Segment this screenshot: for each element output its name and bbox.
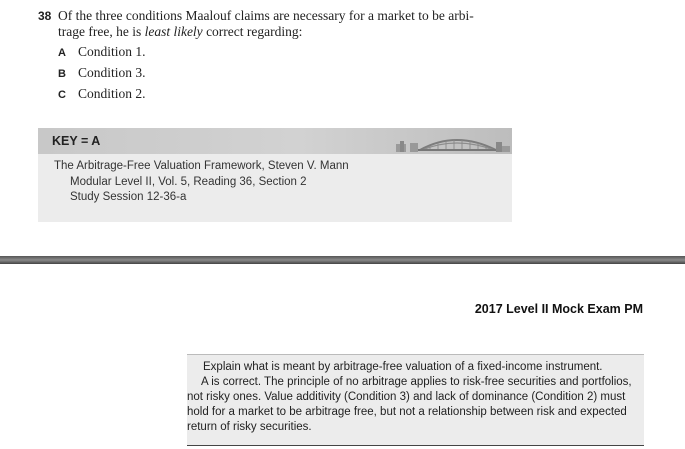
question-emphasis: least likely	[144, 24, 203, 39]
option-letter: C	[58, 89, 66, 101]
explanation-objective: Explain what is meant by arbitrage-free valuation of a fixed-income instrument.	[203, 361, 603, 373]
answer-key-label: KEY = A	[52, 134, 101, 148]
question-text-line2-a: trage free, he is	[58, 24, 145, 39]
option-text: Condition 3.	[78, 65, 146, 80]
answer-key-header	[38, 128, 512, 154]
question-text-line2-b: correct regarding:	[202, 24, 303, 39]
exam-header: 2017 Level II Mock Exam PM	[474, 302, 643, 316]
reference-session: Study Session 12-36-a	[70, 191, 187, 203]
explanation-line: A is correct. The principle of no arbitrage applies to risk-free securities and portfolios,	[201, 376, 632, 388]
option-c	[58, 86, 146, 103]
bridge-icon	[396, 134, 510, 152]
reference-module: Modular Level II, Vol. 5, Reading 36, Section 2	[70, 176, 307, 188]
option-a	[58, 44, 146, 61]
reference-title: The Arbitrage-Free Valuation Framework, Steven V. Mann	[54, 160, 349, 172]
question-number: 38	[38, 9, 52, 23]
question-line-2	[38, 24, 508, 40]
option-text: Condition 2.	[78, 86, 146, 101]
option-letter: A	[58, 47, 66, 59]
answer-key-box	[38, 128, 512, 222]
explanation-line: return of risky securities.	[187, 421, 312, 433]
page-divider	[0, 256, 685, 264]
question-block	[38, 8, 508, 40]
question-line-1	[38, 8, 508, 24]
explanation-line: hold for a market to be arbitrage free, but not a relationship between risk and expected	[187, 406, 627, 418]
option-b	[58, 65, 146, 82]
option-text: Condition 1.	[78, 44, 146, 59]
option-letter: B	[58, 68, 66, 80]
explanation-box	[187, 354, 644, 446]
question-text-line1: Of the three conditions Maalouf claims are necessary for a market to be arbi-	[58, 8, 474, 23]
explanation-line: not risky ones. Value additivity (Condition 3) and lack of dominance (Condition 2) must	[187, 391, 626, 403]
